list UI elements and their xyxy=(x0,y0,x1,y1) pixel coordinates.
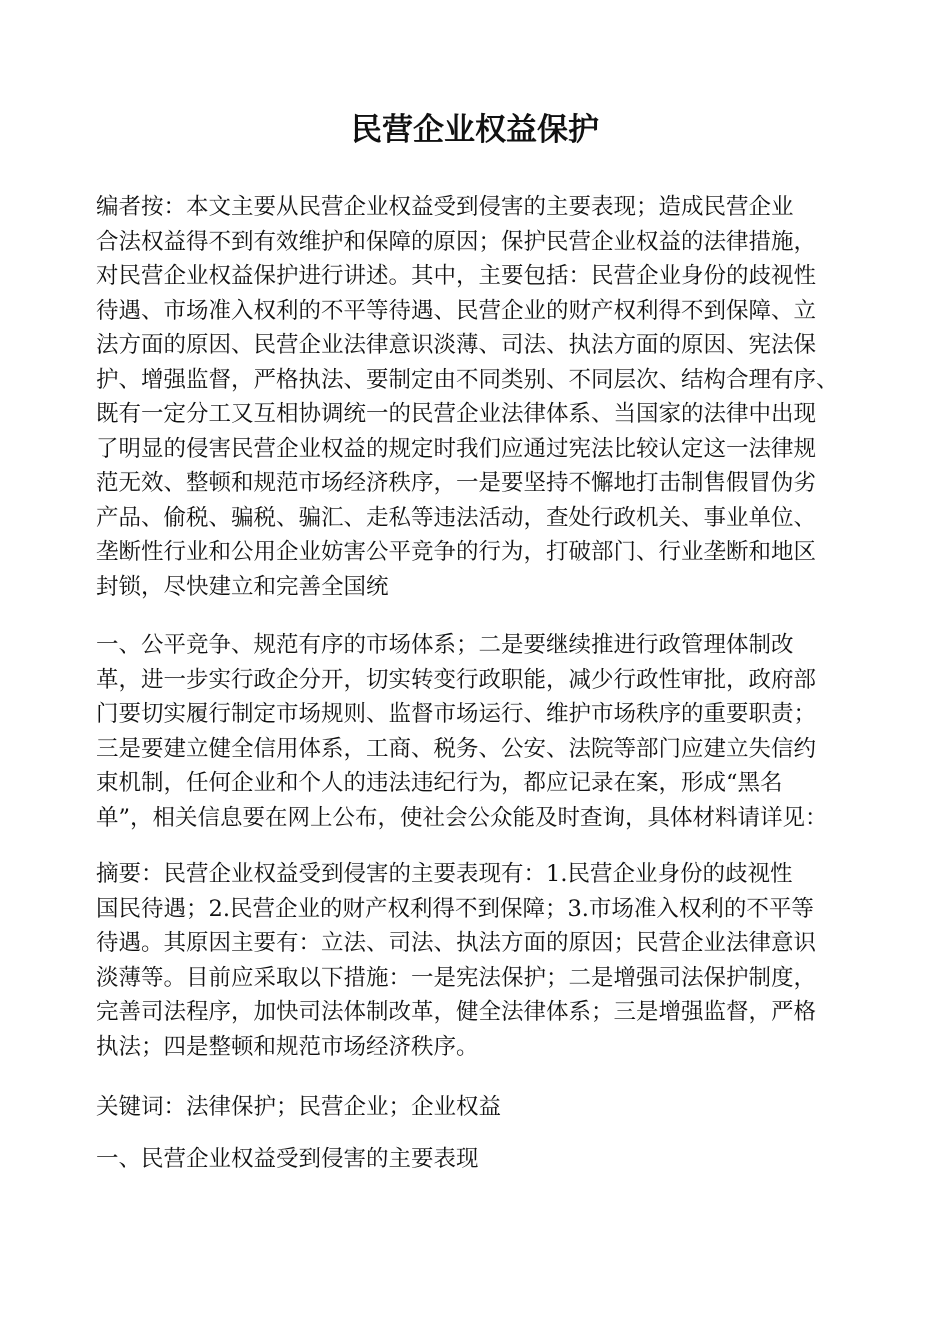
text-line: 合法权益得不到有效维护和保障的原因；保护民营企业权益的法律措施， xyxy=(96,228,817,255)
text-line: 革，进一步实行政企分开，切实转变行政职能，减少行政性审批，政府部 xyxy=(96,666,817,693)
text-line: 护、增强监督，严格执法、要制定由不同类别、不同层次、结构合理有序、 xyxy=(96,366,839,393)
keywords-paragraph xyxy=(96,1090,866,1125)
text-line: 束机制，任何企业和个人的违法违纪行为，都应记录在案，形成“黑名 xyxy=(96,770,783,796)
text-line: 门要切实履行制定市场规则、监督市场运行、维护市场秩序的重要职责； xyxy=(96,701,817,727)
editor-note-paragraph xyxy=(96,190,866,604)
text-line: 范无效、整顿和规范市场经济秩序，一是要坚持不懈地打击制售假冒伪劣 xyxy=(96,470,817,496)
text-line: 关键词：法律保护；民营企业；企业权益 xyxy=(96,1094,502,1120)
abstract-paragraph xyxy=(96,857,866,1064)
text-line: 单”，相关信息要在网上公布，使社会公众能及时查询，具体材料请详见： xyxy=(96,804,828,831)
text-line: 淡薄等。目前应采取以下措施：一是宪法保护；二是增强司法保护制度， xyxy=(96,964,817,991)
text-line: 法方面的原因、民营企业法律意识淡薄、司法、执法方面的原因、宪法保 xyxy=(96,332,817,358)
text-line: 对民营企业权益保护进行讲述。其中，主要包括：民营企业身份的歧视性 xyxy=(96,263,817,289)
text-line: 待遇。其原因主要有：立法、司法、执法方面的原因；民营企业法律意识 xyxy=(96,930,817,956)
text-line: 一、公平竞争、规范有序的市场体系；二是要继续推进行政管理体制改 xyxy=(96,632,794,658)
text-line: 待遇、市场准入权利的不平等待遇、民营企业的财产权利得不到保障、立 xyxy=(96,297,817,324)
document-title: 民营企业权益保护 xyxy=(351,112,599,148)
text-line: 编者按：本文主要从民营企业权益受到侵害的主要表现；造成民营企业 xyxy=(96,194,794,220)
text-line: 既有一定分工又互相协调统一的民营企业法律体系、当国家的法律中出现 xyxy=(96,401,817,427)
text-line: 一、民营企业权益受到侵害的主要表现 xyxy=(96,1146,479,1172)
text-line: 摘要：民营企业权益受到侵害的主要表现有：1.民营企业身份的歧视性 xyxy=(96,861,793,887)
text-line: 垄断性行业和公用企业妨害公平竞争的行为，打破部门、行业垄断和地区 xyxy=(96,539,817,565)
text-line: 执法；四是整顿和规范市场经济秩序。 xyxy=(96,1033,479,1060)
text-line: 了明显的侵害民营企业权益的规定时我们应通过宪法比较认定这一法律规 xyxy=(96,435,817,462)
text-line: 国民待遇；2.民营企业的财产权利得不到保障；3.市场准入权利的不平等 xyxy=(96,895,814,922)
text-line: 完善司法程序，加快司法体制改革，健全法律体系；三是增强监督，严格 xyxy=(96,999,817,1025)
text-line: 封锁，尽快建立和完善全国统 xyxy=(96,573,389,600)
section-heading xyxy=(96,1142,866,1177)
text-line: 三是要建立健全信用体系，工商、税务、公安、法院等部门应建立失信约 xyxy=(96,735,817,762)
text-line: 产品、偷税、骗税、骗汇、走私等违法活动，查处行政机关、事业单位、 xyxy=(96,504,817,531)
market-system-paragraph xyxy=(96,628,866,835)
